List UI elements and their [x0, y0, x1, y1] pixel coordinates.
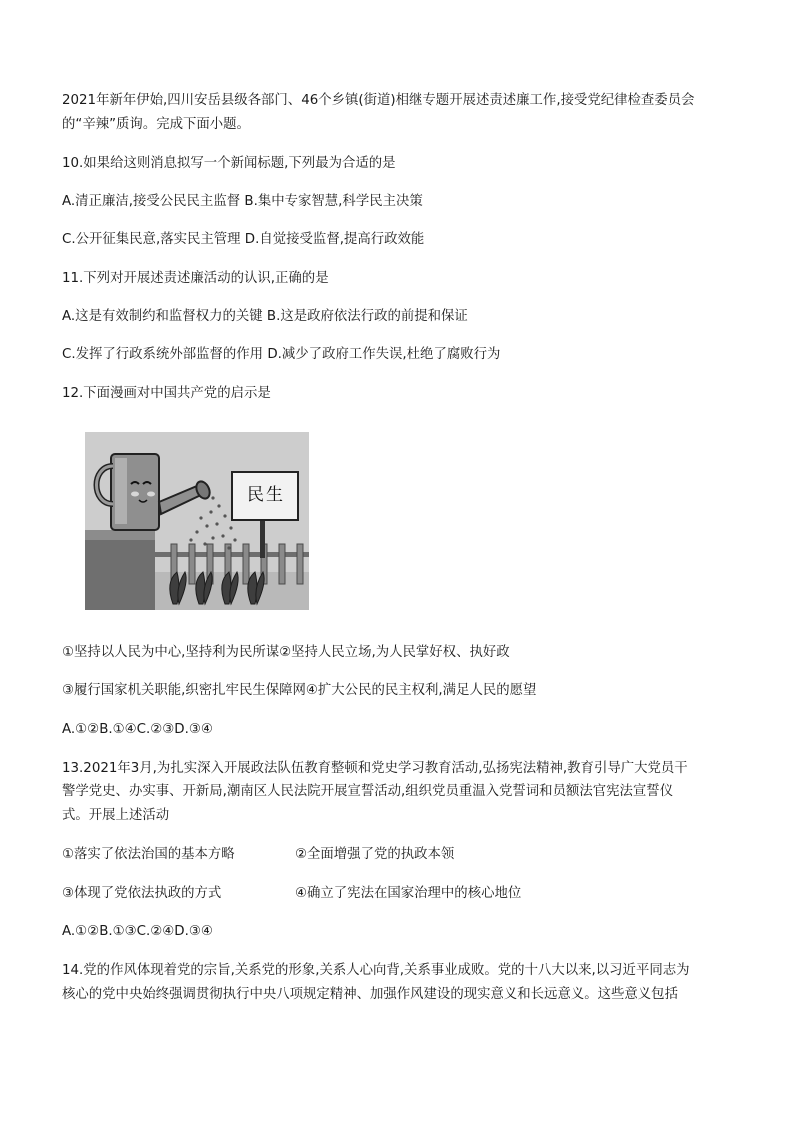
q14-stem-line-1: 14.党的作风体现着党的宗旨,关系党的形象,关系人心向背,关系事业成败。党的十八大以来,以习近平同志为 — [62, 963, 690, 978]
q13-item-2: ②全面增强了党的执政本领 — [295, 847, 455, 862]
q12-items-1-2: ①坚持以人民为中心,坚持利为民所谋②坚持人民立场,为人民掌好权、执好政 — [62, 645, 510, 660]
q11-stem: 11.下列对开展述责述廉活动的认识,正确的是 — [62, 271, 329, 286]
cartoon-illustration — [85, 432, 309, 610]
q13-item-1: ①落实了依法治国的基本方略 — [62, 847, 235, 862]
q13-choices: A.①②B.①③C.②④D.③④ — [62, 924, 213, 939]
q13-stem-line-1: 13.2021年3月,为扎实深入开展政法队伍教育整顿和党史学习教育活动,弘扬宪法精神,教育引导广大党员干 — [62, 761, 688, 776]
q12-choices: A.①②B.①④C.②③D.③④ — [62, 722, 213, 737]
q10-options-cd: C.公开征集民意,落实民主管理 D.自觉接受监督,提高行政效能 — [62, 232, 425, 247]
q14-stem-line-2: 核心的党中央始终强调贯彻执行中央八项规定精神、加强作风建设的现实意义和长远意义。这些意义包括 — [62, 987, 678, 1002]
intro-line-1: 2021年新年伊始,四川安岳县级各部门、46个乡镇(街道)相继专题开展述责述廉工作,接受党纪律检查委员会 — [62, 93, 695, 108]
q12-stem: 12.下面漫画对中国共产党的启示是 — [62, 386, 271, 401]
q13-item-3: ③体现了党依法执政的方式 — [62, 886, 222, 901]
cartoon-sign-label: 民生 — [247, 485, 285, 505]
q10-options-ab: A.清正廉洁,接受公民民主监督 B.集中专家智慧,科学民主决策 — [62, 194, 423, 209]
q11-options-ab: A.这是有效制约和监督权力的关键 B.这是政府依法行政的前提和保证 — [62, 309, 468, 324]
q13-stem-line-2: 警学党史、办实事、开新局,潮南区人民法院开展宣誓活动,组织党员重温入党誓词和员额法官宪法宣誓仪 — [62, 784, 674, 799]
q11-options-cd: C.发挥了行政系统外部监督的作用 D.减少了政府工作失误,杜绝了腐败行为 — [62, 347, 501, 362]
q13-stem-line-3: 式。开展上述活动 — [62, 808, 170, 823]
q13-item-4: ④确立了宪法在国家治理中的核心地位 — [295, 886, 522, 901]
q10-stem: 10.如果给这则消息拟写一个新闻标题,下列最为合适的是 — [62, 156, 396, 171]
cartoon-watering-can-minsheng — [85, 432, 309, 610]
q12-items-3-4: ③履行国家机关职能,织密扎牢民生保障网④扩大公民的民主权利,满足人民的愿望 — [62, 683, 537, 698]
intro-line-2: 的“辛辣”质询。完成下面小题。 — [62, 117, 250, 132]
